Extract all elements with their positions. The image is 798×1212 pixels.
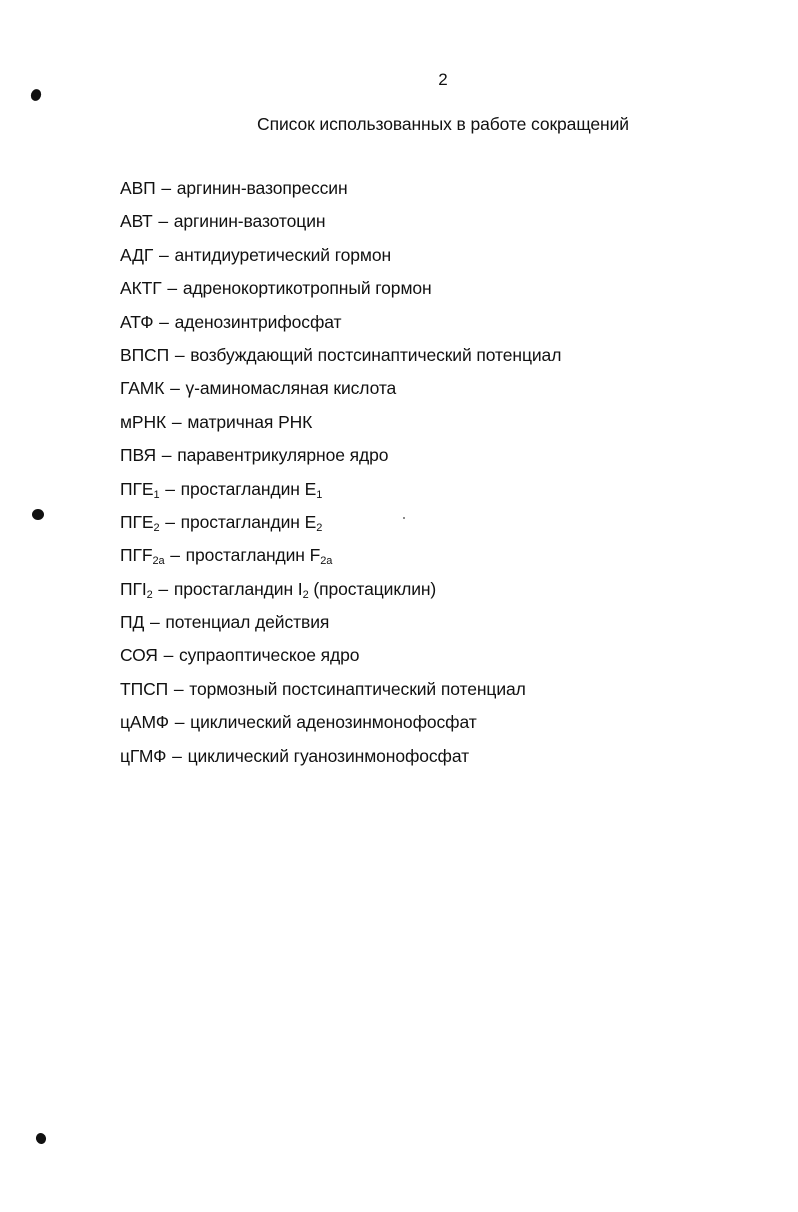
abbreviation-term: ВПСП [120, 344, 170, 365]
abbreviation-definition: циклический гуанозинмонофосфат [187, 745, 470, 766]
abbreviation-item [120, 506, 561, 539]
abbreviation-item [120, 339, 561, 372]
abbreviation-term: ПГЕ [120, 478, 154, 499]
dash-separator: – [154, 311, 174, 332]
abbreviation-definition: антидиуретический гормон [174, 244, 392, 265]
abbreviation-term: ГАМК [120, 378, 165, 399]
abbreviation-definition: возбуждающий постсинаптический потенциал [190, 344, 562, 365]
scan-mark [32, 509, 44, 520]
abbreviation-item [120, 239, 561, 272]
dash-separator: – [167, 411, 187, 432]
definition-subscript: 2 [316, 521, 323, 534]
dash-separator: – [160, 478, 180, 499]
dash-separator: – [156, 178, 176, 198]
abbreviation-definition: адренокортикотропный гормон [182, 278, 432, 299]
abbreviation-item [120, 539, 561, 572]
abbreviation-subscript: 2 [146, 588, 153, 601]
abbreviation-subscript: 2 [153, 521, 160, 534]
abbreviation-item [120, 573, 561, 606]
abbreviation-definition: аргинин-вазопрессин [176, 178, 348, 198]
abbreviation-definition: тормозный постсинаптический потенциал [189, 678, 526, 699]
abbreviation-definition: матричная РНК [187, 411, 313, 432]
abbreviation-item [120, 172, 561, 205]
dash-separator: – [154, 244, 174, 265]
page-title: Список использованных в работе сокращений [257, 114, 629, 134]
dash-separator: – [153, 578, 173, 599]
definition-subscript: 1 [316, 488, 323, 501]
abbreviation-item [120, 473, 561, 506]
abbreviation-item [120, 606, 561, 639]
abbreviation-definition: аргинин-вазотоцин [173, 211, 326, 232]
abbreviation-definition: простагландин F [185, 545, 321, 566]
abbreviation-term: АВТ [120, 211, 153, 232]
abbreviation-subscript: 2a [152, 555, 165, 568]
abbreviation-term: ПГF [120, 545, 153, 566]
abbreviation-definition: простагландин Е [180, 511, 317, 532]
dash-separator: – [145, 612, 165, 633]
abbreviation-definition: циклический аденозинмонофосфат [190, 712, 477, 733]
dash-separator: – [165, 545, 185, 566]
abbreviation-item [120, 205, 561, 238]
definition-suffix: (простациклин) [308, 578, 437, 599]
abbreviation-definition: γ-аминомасляная кислота [185, 378, 397, 399]
dash-separator: – [157, 445, 177, 466]
dash-separator: – [158, 645, 178, 666]
abbreviation-term: мРНК [120, 411, 167, 432]
page-number: 2 [438, 70, 448, 89]
abbreviation-term: цАМФ [120, 712, 169, 733]
dash-separator: – [165, 378, 185, 399]
abbreviation-item [120, 740, 561, 773]
dash-separator: – [160, 511, 180, 532]
abbreviation-item [120, 639, 561, 672]
abbreviation-definition: простагландин Е [180, 478, 317, 499]
abbreviation-list [120, 172, 561, 773]
abbreviation-item [120, 372, 561, 405]
abbreviation-term: ПВЯ [120, 445, 157, 466]
abbreviation-subscript: 1 [153, 488, 160, 501]
abbreviation-term: ТПСП [120, 678, 169, 699]
abbreviation-definition: паравентрикулярное ядро [177, 445, 389, 466]
abbreviation-item [120, 439, 561, 472]
abbreviation-term: АДГ [120, 244, 154, 265]
abbreviation-item [120, 406, 561, 439]
abbreviation-term: ПГЕ [120, 511, 154, 532]
abbreviation-definition: потенциал действия [165, 612, 330, 633]
dash-separator: – [170, 344, 190, 365]
abbreviation-term: цГМФ [120, 745, 167, 766]
dash-separator: – [169, 712, 190, 733]
abbreviation-term: АТФ [120, 311, 154, 332]
dash-separator: – [162, 278, 182, 299]
abbreviation-term: АКТГ [120, 278, 162, 299]
definition-subscript: 2a [320, 555, 333, 568]
dash-separator: – [153, 211, 173, 232]
abbreviation-definition: простагландин I [173, 578, 303, 599]
abbreviation-item [120, 272, 561, 305]
definition-subscript: 2 [302, 588, 309, 601]
abbreviation-term: ПГI [120, 578, 147, 599]
dash-separator: – [167, 745, 187, 766]
abbreviation-item [120, 706, 561, 739]
abbreviation-item [120, 673, 561, 706]
abbreviation-term: АВП [120, 178, 156, 198]
abbreviation-term: ПД [120, 612, 145, 633]
abbreviation-definition: аденозинтрифосфат [174, 311, 342, 332]
abbreviation-item [120, 306, 561, 339]
scan-mark [35, 1132, 48, 1145]
dash-separator: – [169, 678, 189, 699]
abbreviation-term: СОЯ [120, 645, 158, 666]
abbreviation-definition: супраоптическое ядро [179, 645, 360, 666]
